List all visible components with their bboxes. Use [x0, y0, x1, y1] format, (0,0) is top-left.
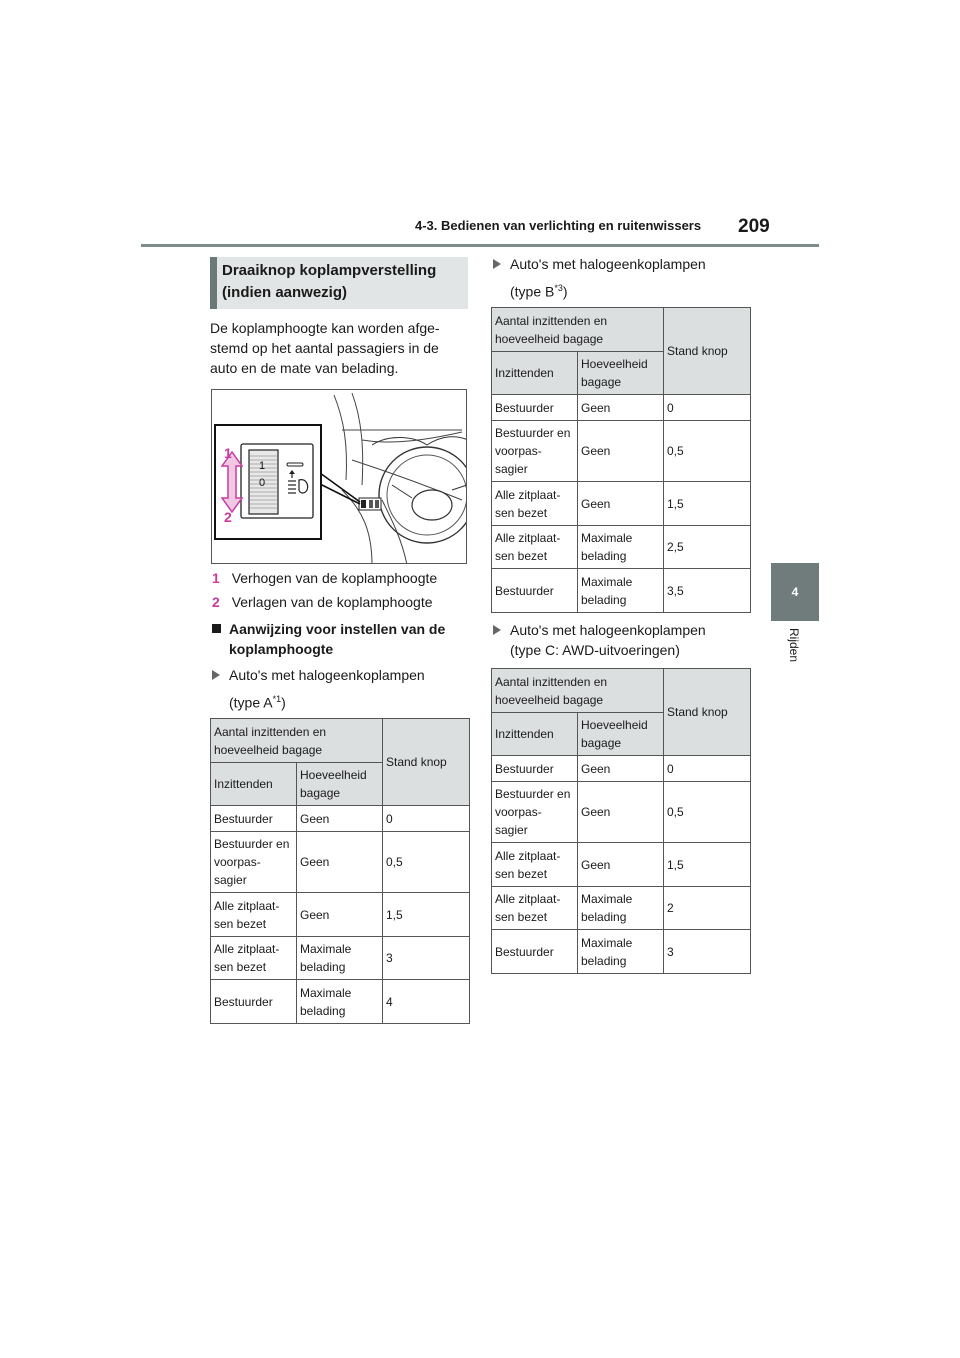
cell-luggage: Maximale belading [297, 980, 383, 1024]
table-row [492, 930, 751, 974]
table-row [492, 569, 751, 613]
caption-text: Auto's met halogeenkoplampen [510, 256, 706, 272]
illustration-svg [212, 390, 467, 564]
cell-occupants: Bestuurder en voorpas-sagier [211, 832, 297, 893]
cell-occupants: Alle zitplaat-sen bezet [492, 887, 578, 930]
dial-mark-1: 1 [259, 460, 266, 472]
cell-occupants: Bestuurder [211, 806, 297, 832]
cell-occupants: Bestuurder [211, 980, 297, 1024]
footnote-ref[interactable]: *3 [554, 283, 563, 293]
table-a [210, 718, 470, 1024]
table-row [492, 843, 751, 887]
cell-occupants: Alle zitplaat-sen bezet [492, 526, 578, 569]
table-row [492, 782, 751, 843]
table-row [211, 893, 470, 937]
table-b [491, 307, 751, 613]
legend-item [212, 568, 437, 588]
section-title: Draaiknop koplampverstelling (indien aanwezig) [222, 262, 437, 301]
header-knob: Stand knop [664, 669, 751, 756]
cell-luggage: Geen [578, 421, 664, 482]
cell-luggage: Geen [297, 806, 383, 832]
cell-occupants: Alle zitplaat-sen bezet [211, 937, 297, 980]
cell-luggage: Geen [297, 893, 383, 937]
cell-luggage: Maximale belading [578, 569, 664, 613]
legend-number: 1 [212, 570, 220, 586]
caption-text: Auto's met halogeenkoplampen [510, 622, 706, 638]
chapter-name: Rijden [787, 628, 801, 663]
cell-knob: 3 [383, 937, 470, 980]
cell-knob: 1,5 [383, 893, 470, 937]
cell-knob: 2,5 [664, 526, 751, 569]
arrow-label-1: 1 [224, 445, 232, 461]
header-occupants: Inzittenden [492, 352, 578, 395]
cell-occupants: Alle zitplaat-sen bezet [211, 893, 297, 937]
table-row [492, 482, 751, 526]
table-row [211, 806, 470, 832]
caption-type: (type B [510, 283, 555, 300]
intro-line: De koplamphoogte kan worden afge- [210, 320, 440, 336]
header-knob: Stand knop [664, 308, 751, 395]
cell-occupants: Bestuurder en voorpas-sagier [492, 421, 578, 482]
cell-occupants: Alle zitplaat-sen bezet [492, 482, 578, 526]
page-number: 209 [738, 216, 770, 237]
note-heading-line: koplamphoogte [229, 641, 334, 657]
square-bullet-icon [212, 624, 221, 633]
table-c-caption [493, 620, 706, 660]
cell-knob: 0,5 [383, 832, 470, 893]
intro-line: auto en de mate van belading. [210, 360, 399, 376]
triangle-bullet-icon [493, 259, 501, 269]
section-heading-bar [210, 257, 217, 309]
arrow-label-2: 2 [224, 509, 232, 525]
caption-text: Auto's met halogeenkoplampen [229, 667, 425, 683]
table-row [211, 980, 470, 1024]
intro-paragraph [210, 318, 470, 378]
cell-luggage: Maximale belading [578, 887, 664, 930]
cell-knob: 0,5 [664, 421, 751, 482]
cell-luggage: Geen [578, 843, 664, 887]
cell-knob: 1,5 [664, 843, 751, 887]
legend-number: 2 [212, 594, 220, 610]
header-occupants: Inzittenden [211, 763, 297, 806]
cell-luggage: Maximale belading [578, 526, 664, 569]
header-occupants: Inzittenden [492, 713, 578, 756]
cell-knob: 0,5 [664, 782, 751, 843]
cell-knob: 4 [383, 980, 470, 1024]
header-knob: Stand knop [383, 719, 470, 806]
table-row [492, 887, 751, 930]
table-row [492, 395, 751, 421]
cell-occupants: Bestuurder [492, 569, 578, 613]
running-header: 4-3. Bedienen van verlichting en ruitenwissers [415, 218, 702, 233]
cell-knob: 0 [664, 756, 751, 782]
legend-item [212, 592, 433, 612]
cell-knob: 3 [664, 930, 751, 974]
caption-close: ) [562, 283, 568, 300]
cell-occupants: Bestuurder [492, 756, 578, 782]
caption-type: (type A [229, 694, 273, 711]
note-heading-line: Aanwijzing voor instellen van de [229, 621, 446, 637]
legend-text: Verhogen van de koplamphoogte [231, 570, 438, 586]
cell-knob: 0 [383, 806, 470, 832]
triangle-bullet-icon [212, 670, 220, 680]
chapter-tab[interactable]: 4 [771, 563, 819, 621]
table-row [211, 937, 470, 980]
dial-mark-0: 0 [259, 477, 266, 489]
intro-line: stemd op het aantal passagiers in de [210, 340, 439, 356]
table-row [211, 832, 470, 893]
header-group: Aantal inzittenden en hoeveelheid bagage [492, 308, 664, 352]
cell-luggage: Geen [578, 482, 664, 526]
table-c [491, 668, 751, 974]
cell-luggage: Geen [297, 832, 383, 893]
caption-close: ) [281, 694, 286, 711]
table-row [492, 526, 751, 569]
header-rule [141, 244, 819, 247]
header-luggage: Hoeveelheid bagage [578, 713, 664, 756]
table-row [492, 421, 751, 482]
cell-luggage: Geen [578, 756, 664, 782]
cell-knob: 2 [664, 887, 751, 930]
table-row [492, 756, 751, 782]
header-luggage: Hoeveelheid bagage [297, 763, 383, 806]
table-b-caption [493, 254, 706, 302]
caption-type: (type C: AWD-uitvoeringen) [510, 642, 680, 658]
cell-luggage: Maximale belading [578, 930, 664, 974]
cell-occupants: Bestuurder [492, 930, 578, 974]
triangle-bullet-icon [493, 625, 501, 635]
header-group: Aantal inzittenden en hoeveelheid bagage [492, 669, 664, 713]
header-group: Aantal inzittenden en hoeveelheid bagage [211, 719, 383, 763]
note-heading [212, 619, 445, 659]
headlight-leveling-illustration [211, 389, 467, 564]
cell-knob: 0 [664, 395, 751, 421]
table-a-caption [212, 665, 425, 713]
cell-occupants: Bestuurder en voorpas-sagier [492, 782, 578, 843]
cell-knob: 3,5 [664, 569, 751, 613]
cell-luggage: Geen [578, 395, 664, 421]
cell-knob: 1,5 [664, 482, 751, 526]
cell-occupants: Bestuurder [492, 395, 578, 421]
cell-luggage: Geen [578, 782, 664, 843]
legend-text: Verlagen van de koplamphoogte [231, 594, 433, 610]
cell-luggage: Maximale belading [297, 937, 383, 980]
footnote-ref[interactable]: *1 [272, 694, 282, 704]
cell-occupants: Alle zitplaat-sen bezet [492, 843, 578, 887]
header-luggage: Hoeveelheid bagage [578, 352, 664, 395]
